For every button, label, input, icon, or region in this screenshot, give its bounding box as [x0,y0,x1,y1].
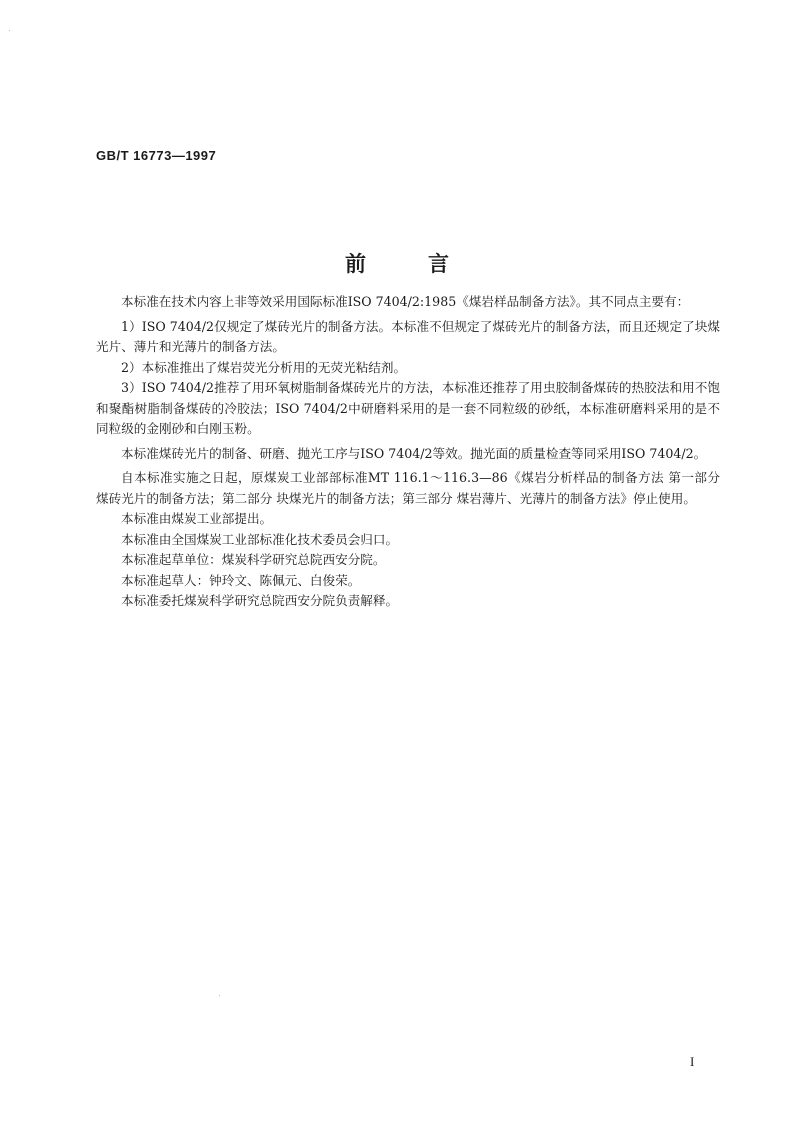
paragraph: 本标准起草人：钟玲文、陈佩元、白俊荣。 [121,572,361,588]
paragraph: 本标准由全国煤炭工业部标准化技术委员会归口。 [121,531,399,547]
scan-speck [9,30,10,31]
paragraph: 本标准煤砖光片的制备、研磨、抛光工序与ISO 7404/2等效。抛光面的质量检查等同采用ISO 7404/2。 [121,445,707,461]
paragraph: 本标准由煤炭工业部提出。 [121,511,273,526]
paragraph: 本标准在技术内容上非等效采用国际标准ISO 7404/2:1985《煤岩样品制备方法》。其不同点主要有： [121,294,690,309]
page-number: I [690,1054,695,1069]
paragraph: 本标准起草单位：煤炭科学研究总院西安分院。 [121,552,386,567]
scan-speck [219,995,220,996]
paragraph: 1）ISO 7404/2仅规定了煤砖光片的制备方法。本标准不但规定了煤砖光片的制备方法，而且还规定了块煤光片、薄片和光薄片的制备方法。 [96,318,720,354]
page-title: 前言 [345,252,511,276]
paragraph: 2）本标准推出了煤岩荧光分析用的无荧光粘结剂。 [121,359,407,375]
paragraph: 自本标准实施之日起，原煤炭工业部部标准MT 116.1～116.3—86《煤岩分析样品的制备方法 第一部分 煤砖光片的制备方法；第二部分 块煤光片的制备方法；第三部分 煤岩薄片、光薄片的制备方法》停止使用。 [96,470,720,506]
paragraph: 3）ISO 7404/2推荐了用环氧树脂制备煤砖光片的方法，本标准还推荐了用虫胶制备煤砖的热胶法和用不饱和聚酯树脂制备煤砖的冷胶法；ISO 7404/2中研磨料采用的是一套不同粒级的砂纸，本标准研磨料采用的是不同粒级的金刚砂和白刚玉粉。 [96,380,720,436]
paragraph: 本标准委托煤炭科学研究总院西安分院负责解释。 [121,593,399,608]
standard-code: GB/T 16773—1997 [96,148,217,163]
foreword-body [96,292,720,612]
